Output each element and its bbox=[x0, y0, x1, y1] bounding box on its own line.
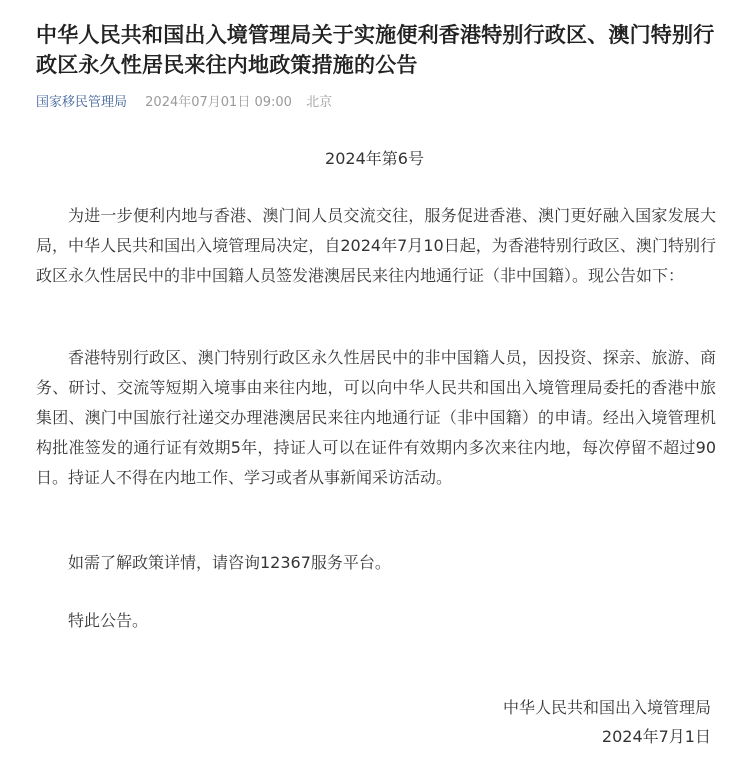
publish-datetime: 2024年07月01日 09:00 bbox=[145, 95, 292, 110]
publish-location: 北京 bbox=[306, 95, 333, 110]
source-link[interactable]: 国家移民管理局 bbox=[36, 95, 128, 110]
signature-organization: 中华人民共和国出入境管理局 bbox=[502, 698, 711, 717]
paragraph-policy: 香港特别行政区、澳门特别行政区永久性居民中的非中国籍人员，因投资、探亲、旅游、商务、研讨、交流等短期入境事由来往内地，可以向中华人民共和国出入境管理局委托的香港中旅集团、澳门中国旅行社递交办理港澳居民来往内地通行证（非中国籍）的申请。经出入境管理机构批准签发的通行证有效期5年，持证人可以在证件有效期内多次来往内地，每次停留不超过90日。持证人不得在内地工作、学习或者从事新闻采访活动。 bbox=[36, 348, 716, 487]
paragraph-intro: 为进一步便利内地与香港、澳门间人员交流交往，服务促进香港、澳门更好融入国家发展大局，中华人民共和国出入境管理局决定，自2024年7月10日起，为香港特别行政区、澳门特别行政区永久性居民中的非中国籍人员签发港澳居民来往内地通行证（非中国籍）。现公告如下： bbox=[36, 206, 716, 285]
paragraph-closing: 特此公告。 bbox=[68, 611, 149, 630]
article-title: 中华人民共和国出入境管理局关于实施便利香港特别行政区、澳门特别行政区永久性居民来往内地政策措施的公告 bbox=[36, 23, 715, 77]
article-meta bbox=[36, 93, 332, 113]
signature-date: 2024年7月1日 bbox=[601, 727, 711, 746]
document-number: 2024年第6号 bbox=[325, 149, 424, 168]
paragraph-contact: 如需了解政策详情，请咨询12367服务平台。 bbox=[68, 553, 391, 572]
